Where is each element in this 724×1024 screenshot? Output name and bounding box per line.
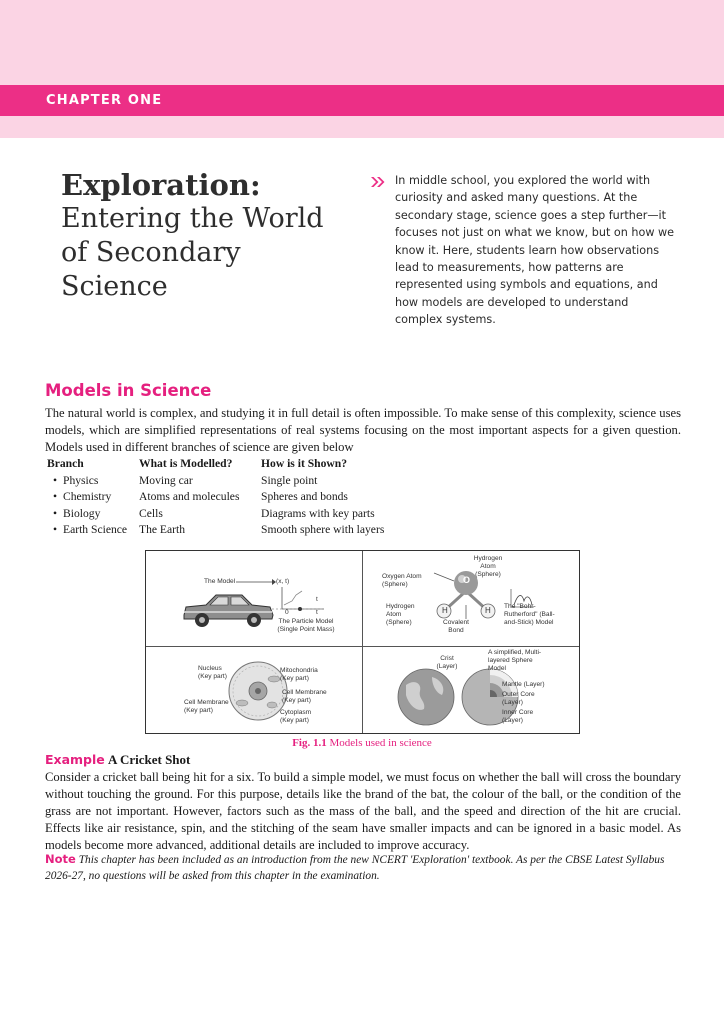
table-cell: Cells <box>139 506 163 520</box>
table-header: Branch <box>47 457 84 470</box>
mitochondria-label: Mitochondria (Key part) <box>280 667 318 682</box>
chapter-title <box>61 168 351 304</box>
example-label: Example <box>45 752 105 767</box>
figure-divider <box>146 646 579 647</box>
figure-caption: Fig. 1.1 Models used in science <box>292 737 432 749</box>
bohr-model-label: The "Bohr-Rutherford" (Ball-and-Stick) Model <box>504 603 555 626</box>
table-row <box>47 506 421 523</box>
particle-model-label: The Particle Model (Single Point Mass) <box>277 618 335 633</box>
physics-axis-t: t <box>316 596 318 603</box>
table-cell: • Physics <box>47 473 139 490</box>
branch-table <box>47 456 421 539</box>
table-cell: Smooth sphere with layers <box>261 523 385 536</box>
table-cell: The Earth <box>139 523 186 536</box>
top-band <box>0 0 724 138</box>
hydrogen-letter-right: H <box>485 606 491 615</box>
mantle-label: Mantle (Layer) <box>502 681 545 688</box>
crust-label: Crist (Layer) <box>436 655 458 670</box>
double-chevron-right-icon <box>370 176 386 188</box>
bullet-icon: • <box>52 523 58 536</box>
chapter-title-line2: Entering the World of Secondary Science <box>61 203 324 302</box>
covalent-bond-label: Covalent Bond <box>442 619 470 634</box>
table-header-row <box>47 456 421 473</box>
oxygen-label: Oxygen Atom (Sphere) <box>382 573 422 588</box>
table-row <box>47 522 421 539</box>
hydrogen-letter-left: H <box>442 606 448 615</box>
oxygen-letter: O <box>463 575 471 585</box>
table-row <box>47 489 421 506</box>
cytoplasm-label: Cytoplasm (Key part) <box>280 709 312 724</box>
example-heading <box>45 752 190 768</box>
models-figure <box>145 550 580 734</box>
table-cell: Spheres and bonds <box>261 490 348 503</box>
table-cell: Atoms and molecules <box>139 490 240 503</box>
table-header: How is it Shown? <box>261 457 348 470</box>
inner-core-label: Inner Core (Layer) <box>502 709 534 724</box>
physics-coords-label: (x, t) <box>276 578 290 585</box>
figure-divider <box>362 551 363 733</box>
table-cell: • Biology <box>47 506 139 523</box>
simplified-model-label: A simplified, Multi-layered Sphere Model <box>488 649 542 672</box>
physics-model-label: The Model <box>204 578 236 585</box>
example-paragraph: Consider a cricket ball being hit for a six. To build a simple model, we must focus on whether the ball will cross the boundary without touching the ground. For this purpose, details like the brand of the bat, the colour of the ball, or the condition of the grass are not important. However, factors such as the mass of the ball, and the speed and direction of the hit are crucial. Effects like air resistance, spin, and the stitching of the seam have smaller impacts and can be ignored in a basic model. As models become more advanced, additional details are included to improve accuracy. <box>45 770 681 852</box>
cell-membrane-right-label: Cell Membrane (Key part) <box>282 689 327 704</box>
physics-axis-zero: 0 <box>285 609 289 616</box>
intro-text: In middle school, you explored the world with curiosity and asked many questions. At the secondary stage, science goes a step further—it focuses not just on what we know, but on how we know it. Here, students learn how observations lead to measurements, how patterns are represented using symbols and equations, and how models are developed to understand complex systems. <box>395 174 675 327</box>
chapter-label: CHAPTER ONE <box>46 93 163 108</box>
table-cell: Diagrams with key parts <box>261 506 375 520</box>
table-cell: • Earth Science <box>47 522 139 539</box>
earth-globe <box>396 667 456 727</box>
table-header: What is Modelled? <box>139 457 233 470</box>
bullet-icon: • <box>52 506 58 520</box>
section-paragraph: The natural world is complex, and studying it in full detail is often impossible. To make sense of this complexity, science uses models, which are simplified representations of real systems focusing on the most important aspects for a given question. Models used in different branches of science are given below <box>45 406 681 454</box>
nucleus-label: Nucleus (Key part) <box>198 665 227 680</box>
example-title: A Cricket Shot <box>108 752 191 767</box>
table-row <box>47 473 421 490</box>
physics-axis-t2: t <box>316 609 318 616</box>
bullet-icon: • <box>52 473 58 487</box>
outer-core-label: Outer Core (Layer) <box>502 691 535 706</box>
note-block <box>45 851 681 884</box>
table-cell: • Chemistry <box>47 489 139 506</box>
hydrogen-left-label: Hydrogen Atom (Sphere) <box>386 603 415 626</box>
table-cell: Single point <box>261 473 318 487</box>
bullet-icon: • <box>52 490 58 503</box>
hydrogen-top-label: Hydrogen Atom (Sphere) <box>473 555 503 578</box>
chapter-title-line1: Exploration: <box>61 168 261 202</box>
section-title: Models in Science <box>45 381 212 400</box>
note-text: This chapter has been included as an introduction from the new NCERT 'Exploration' textbook. As per the CBSE Latest Syllabus 2026-27, no questions will be asked from this chapter in the examination. <box>45 854 665 882</box>
model-arrow <box>236 577 276 587</box>
table-cell: Moving car <box>139 473 193 487</box>
cell-membrane-left-label: Cell Membrane (Key part) <box>184 699 229 714</box>
note-label: Note <box>45 852 76 866</box>
